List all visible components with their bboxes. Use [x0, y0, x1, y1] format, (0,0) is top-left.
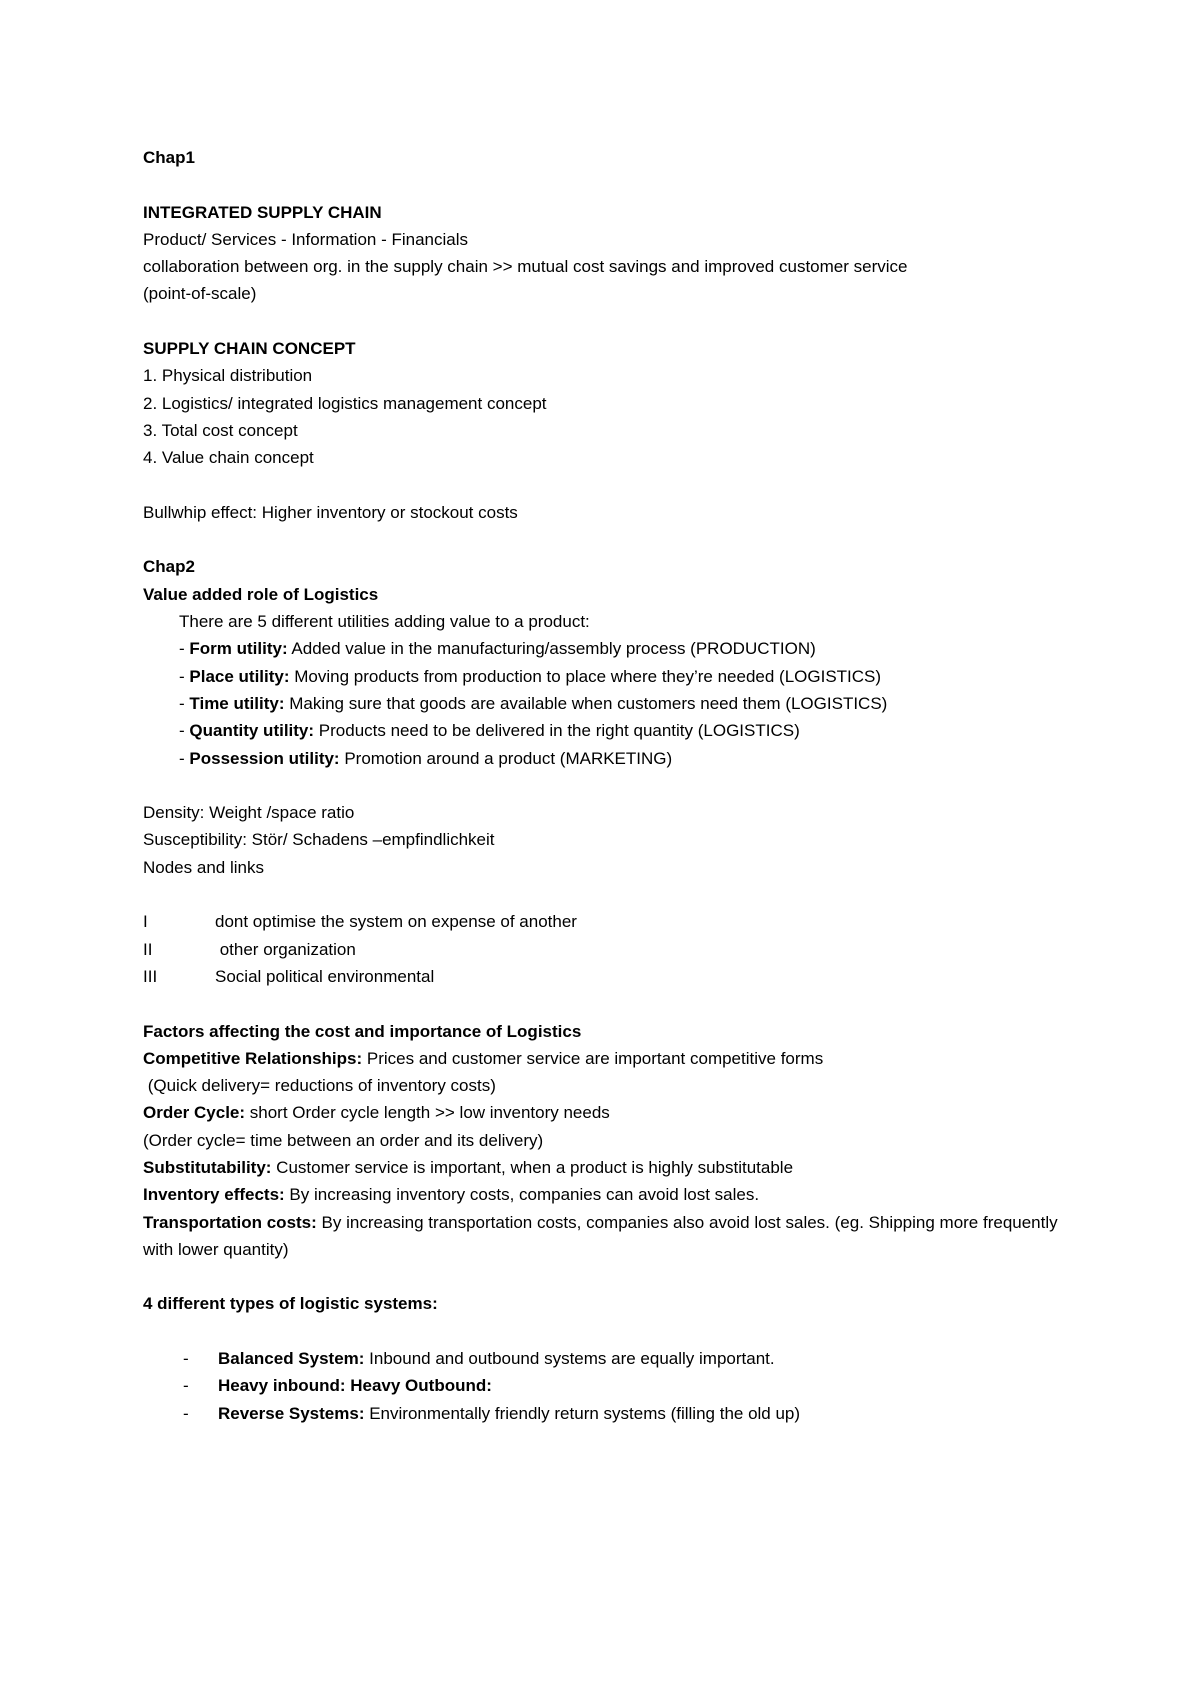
concept-item: 2. Logistics/ integrated logistics management concept	[143, 393, 547, 413]
factors-title: Factors affecting the cost and importance of Logistics	[143, 1021, 582, 1041]
roman-list-item	[143, 936, 1063, 963]
utility-item: - Quantity utility: Products need to be delivered in the right quantity (LOGISTICS)	[179, 721, 800, 741]
spacer	[143, 772, 1063, 799]
integrated-line-pos: (point-of-scale)	[143, 284, 257, 304]
factor-substitutability: Substitutability: Customer service is important, when a product is highly substitutable	[143, 1157, 794, 1177]
roman-numeral: I	[143, 912, 148, 932]
factor-order-cycle-note: (Order cycle= time between an order and its delivery)	[143, 1130, 544, 1150]
utility-desc: Moving products from production to place where they’re needed (LOGISTICS)	[289, 666, 882, 686]
density-line: Density: Weight /space ratio	[143, 803, 355, 823]
factor-transportation: Transportation costs: By increasing transportation costs, companies also avoid lost sales. (eg. Shipping more frequently with lower quantity)	[143, 1212, 1058, 1259]
susceptibility-line: Susceptibility: Stör/ Schadens –empfindlichkeit	[143, 830, 495, 850]
roman-list-item	[143, 963, 1063, 990]
integrated-supply-chain-title: INTEGRATED SUPPLY CHAIN	[143, 202, 382, 222]
spacer	[143, 1263, 1063, 1290]
chap1-heading: Chap1	[143, 148, 195, 167]
roman-text: dont optimise the system on expense of another	[215, 912, 577, 932]
utility-item: - Possession utility: Promotion around a product (MARKETING)	[179, 748, 673, 768]
spacer	[143, 308, 1063, 335]
roman-numeral: II	[143, 939, 153, 959]
utility-term: Time utility:	[189, 693, 285, 713]
roman-numeral: III	[143, 966, 158, 986]
value-added-title: Value added role of Logistics	[143, 584, 379, 604]
spacer	[143, 171, 1063, 198]
utility-desc: Making sure that goods are available when customers need them (LOGISTICS)	[284, 693, 888, 713]
utility-term: Place utility:	[189, 666, 290, 686]
factor-competitive: Competitive Relationships: Prices and customer service are important competitive forms	[143, 1048, 824, 1068]
factor-order-cycle: Order Cycle: short Order cycle length >> low inventory needs	[143, 1103, 610, 1123]
utility-item: - Time utility: Making sure that goods are available when customers need them (LOGISTICS)	[179, 693, 888, 713]
utility-term: Form utility:	[189, 639, 288, 659]
dash-bullet: -	[183, 1349, 189, 1369]
utility-item: - Place utility: Moving products from production to place where they’re needed (LOGISTICS)	[179, 666, 882, 686]
integrated-line-flows: Product/ Services - Information - Financials	[143, 229, 469, 249]
factor-competitive-note: (Quick delivery= reductions of inventory costs)	[143, 1076, 496, 1096]
system-list-item: - Heavy inbound: Heavy Outbound:	[143, 1372, 1063, 1399]
utility-desc: Promotion around a product (MARKETING)	[339, 748, 673, 768]
utility-desc: Products need to be delivered in the right quantity (LOGISTICS)	[314, 721, 800, 741]
nodes-links-line: Nodes and links	[143, 857, 264, 877]
factor-inventory: Inventory effects: By increasing inventory costs, companies can avoid lost sales.	[143, 1185, 760, 1205]
roman-text: other organization	[215, 939, 356, 959]
roman-list-item	[143, 908, 1063, 935]
supply-chain-concept-title: SUPPLY CHAIN CONCEPT	[143, 339, 356, 359]
bullwhip-effect: Bullwhip effect: Higher inventory or stockout costs	[143, 502, 518, 522]
concept-item: 4. Value chain concept	[143, 448, 314, 468]
utility-desc: Added value in the manufacturing/assembly process (PRODUCTION)	[287, 639, 816, 659]
utility-term: Possession utility:	[189, 748, 340, 768]
utility-term: Quantity utility:	[189, 721, 315, 741]
logistic-systems-title: 4 different types of logistic systems:	[143, 1294, 438, 1314]
dash-bullet: -	[183, 1376, 189, 1396]
concept-item: 3. Total cost concept	[143, 420, 298, 440]
dash-bullet: -	[183, 1403, 189, 1423]
document-body	[143, 144, 1063, 1427]
concept-item: 1. Physical distribution	[143, 366, 313, 386]
spacer	[143, 990, 1063, 1017]
chap2-heading: Chap2	[143, 557, 195, 577]
spacer	[143, 472, 1063, 499]
spacer	[143, 1318, 1063, 1345]
roman-text: Social political environmental	[215, 966, 435, 986]
system-list-item: - Reverse Systems: Environmentally friendly return systems (filling the old up)	[143, 1400, 1063, 1427]
spacer	[143, 881, 1063, 908]
value-added-intro: There are 5 different utilities adding value to a product:	[179, 612, 590, 632]
system-list-item: - Balanced System: Inbound and outbound systems are equally important.	[143, 1345, 1063, 1372]
integrated-line-collaboration: collaboration between org. in the supply chain >> mutual cost savings and improved customer service	[143, 257, 908, 277]
spacer	[143, 526, 1063, 553]
utility-item: - Form utility: Added value in the manufacturing/assembly process (PRODUCTION)	[179, 639, 816, 659]
